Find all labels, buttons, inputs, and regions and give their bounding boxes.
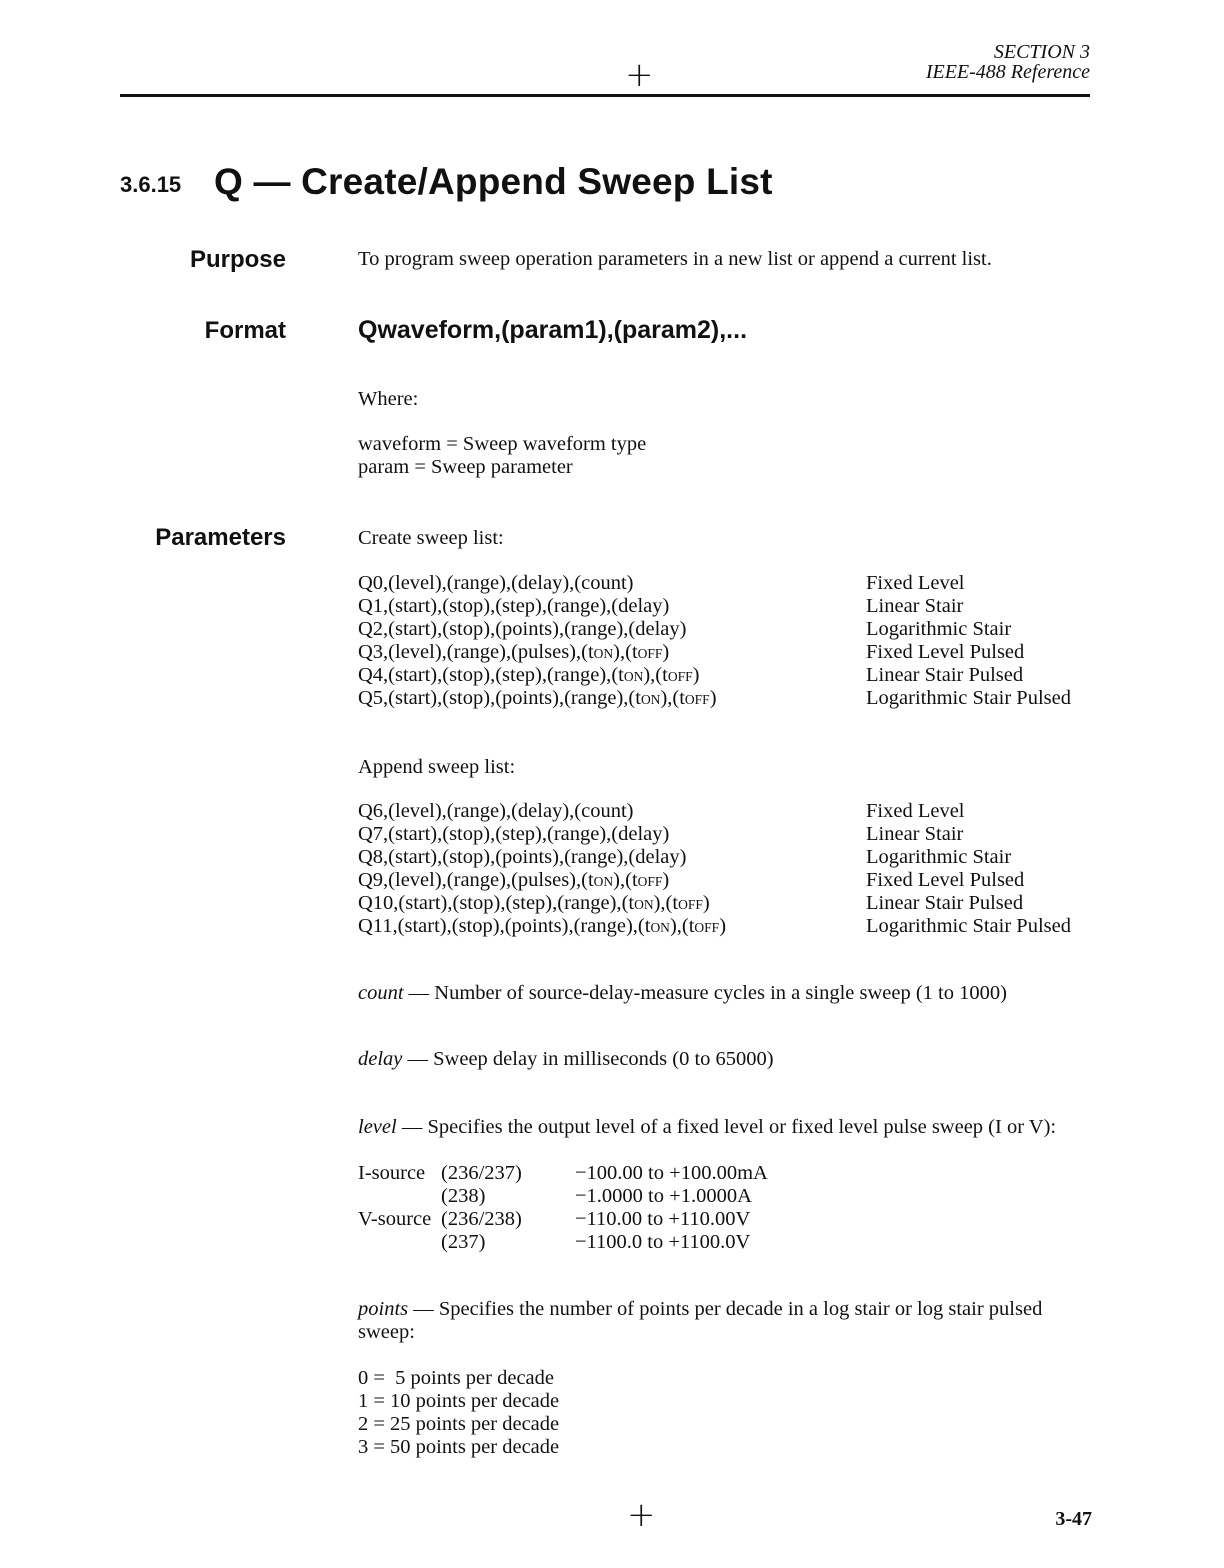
def-waveform: waveform = Sweep waveform type [358, 433, 647, 455]
level-description: level — Specifies the output level of a fixed level or fixed level pulse sweep (I or V): [358, 1116, 1057, 1138]
purpose-label: Purpose [189, 246, 286, 273]
parameters-label: Parameters [155, 524, 286, 551]
create-heading: Create sweep list: [358, 527, 504, 549]
waveform-type: Fixed Level [866, 572, 965, 594]
where-label: Where: [358, 388, 419, 410]
count-term: count [358, 982, 404, 1004]
waveform-type: Linear Stair Pulsed [866, 892, 1024, 914]
waveform-type: Fixed Level Pulsed [866, 641, 1025, 663]
create-cmd: Q2,(start),(stop),(points),(range),(delay) [358, 618, 687, 640]
create-cmd: Q5,(start),(stop),(points),(range),(tON),(tOFF) [358, 687, 717, 709]
create-cmd: Q0,(level),(range),(delay),(count) [358, 572, 634, 594]
waveform-type: Logarithmic Stair [866, 618, 1012, 640]
create-type-list [866, 572, 1071, 710]
waveform-type: Logarithmic Stair Pulsed [866, 687, 1071, 709]
crop-mark-bottom: + [627, 1495, 656, 1535]
page-title: Q — Create/Append Sweep List [214, 161, 773, 202]
append-heading: Append sweep list: [358, 756, 516, 778]
format-label: Format [204, 317, 286, 344]
append-command-list [358, 800, 726, 938]
create-cmd: Q3,(level),(range),(pulses),(tON),(tOFF) [358, 641, 670, 663]
section-number: 3.6.15 [120, 172, 182, 197]
level-row: V-source (236/238) −110.00 to +110.00V [358, 1208, 751, 1230]
append-cmd: Q7,(start),(stop),(step),(range),(delay) [358, 823, 670, 845]
level-row: I-source (236/237) −100.00 to +100.00mA [358, 1162, 768, 1184]
list-item: 3 = 50 points per decade [358, 1436, 560, 1458]
append-cmd: Q8,(start),(stop),(points),(range),(delay) [358, 846, 687, 868]
create-command-list [358, 572, 717, 710]
append-type-list [866, 800, 1071, 938]
format-syntax: Qwaveform,(param1),(param2),... [358, 316, 748, 344]
def-param: param = Sweep parameter [358, 456, 573, 478]
count-description: count — Number of source-delay-measure cycles in a single sweep (1 to 1000) [358, 982, 1007, 1004]
header-rule [120, 94, 1090, 97]
purpose-text: To program sweep operation parameters in a new list or append a current list. [358, 248, 992, 270]
level-row: (238) −1.0000 to +1.0000A [441, 1185, 752, 1207]
waveform-type: Linear Stair [866, 595, 964, 617]
create-cmd: Q1,(start),(stop),(step),(range),(delay) [358, 595, 670, 617]
append-cmd: Q11,(start),(stop),(points),(range),(tON),(tOFF) [358, 915, 727, 937]
level-range-table [358, 1162, 858, 1254]
list-item: 0 = 5 points per decade [358, 1367, 555, 1389]
points-list [358, 1367, 559, 1459]
header-reference: IEEE-488 Reference [925, 61, 1090, 83]
format-definitions [358, 433, 646, 479]
waveform-type: Logarithmic Stair Pulsed [866, 915, 1071, 937]
create-cmd: Q4,(start),(stop),(step),(range),(tON),(tOFF) [358, 664, 700, 686]
waveform-type: Logarithmic Stair [866, 846, 1012, 868]
delay-description: delay — Sweep delay in milliseconds (0 to 65000) [358, 1048, 774, 1070]
level-term: level [358, 1116, 397, 1138]
crop-mark-top: + [625, 55, 654, 95]
page-number: 3-47 [1055, 1508, 1092, 1530]
list-item: 1 = 10 points per decade [358, 1390, 560, 1412]
waveform-type: Linear Stair Pulsed [866, 664, 1024, 686]
list-item: 2 = 25 points per decade [358, 1413, 560, 1435]
points-term: points [358, 1298, 409, 1320]
waveform-type: Linear Stair [866, 823, 964, 845]
delay-term: delay [358, 1048, 403, 1070]
append-cmd: Q9,(level),(range),(pulses),(tON),(tOFF) [358, 869, 670, 891]
points-description: points — Specifies the number of points per decade in a log stair or log stair pulsed sweep: [358, 1298, 1043, 1343]
waveform-type: Fixed Level [866, 800, 965, 822]
append-cmd: Q10,(start),(stop),(step),(range),(tON),(tOFF) [358, 892, 710, 914]
header-section: SECTION 3 [993, 41, 1090, 63]
append-cmd: Q6,(level),(range),(delay),(count) [358, 800, 634, 822]
waveform-type: Fixed Level Pulsed [866, 869, 1025, 891]
level-row: (237) −1100.0 to +1100.0V [441, 1231, 751, 1253]
